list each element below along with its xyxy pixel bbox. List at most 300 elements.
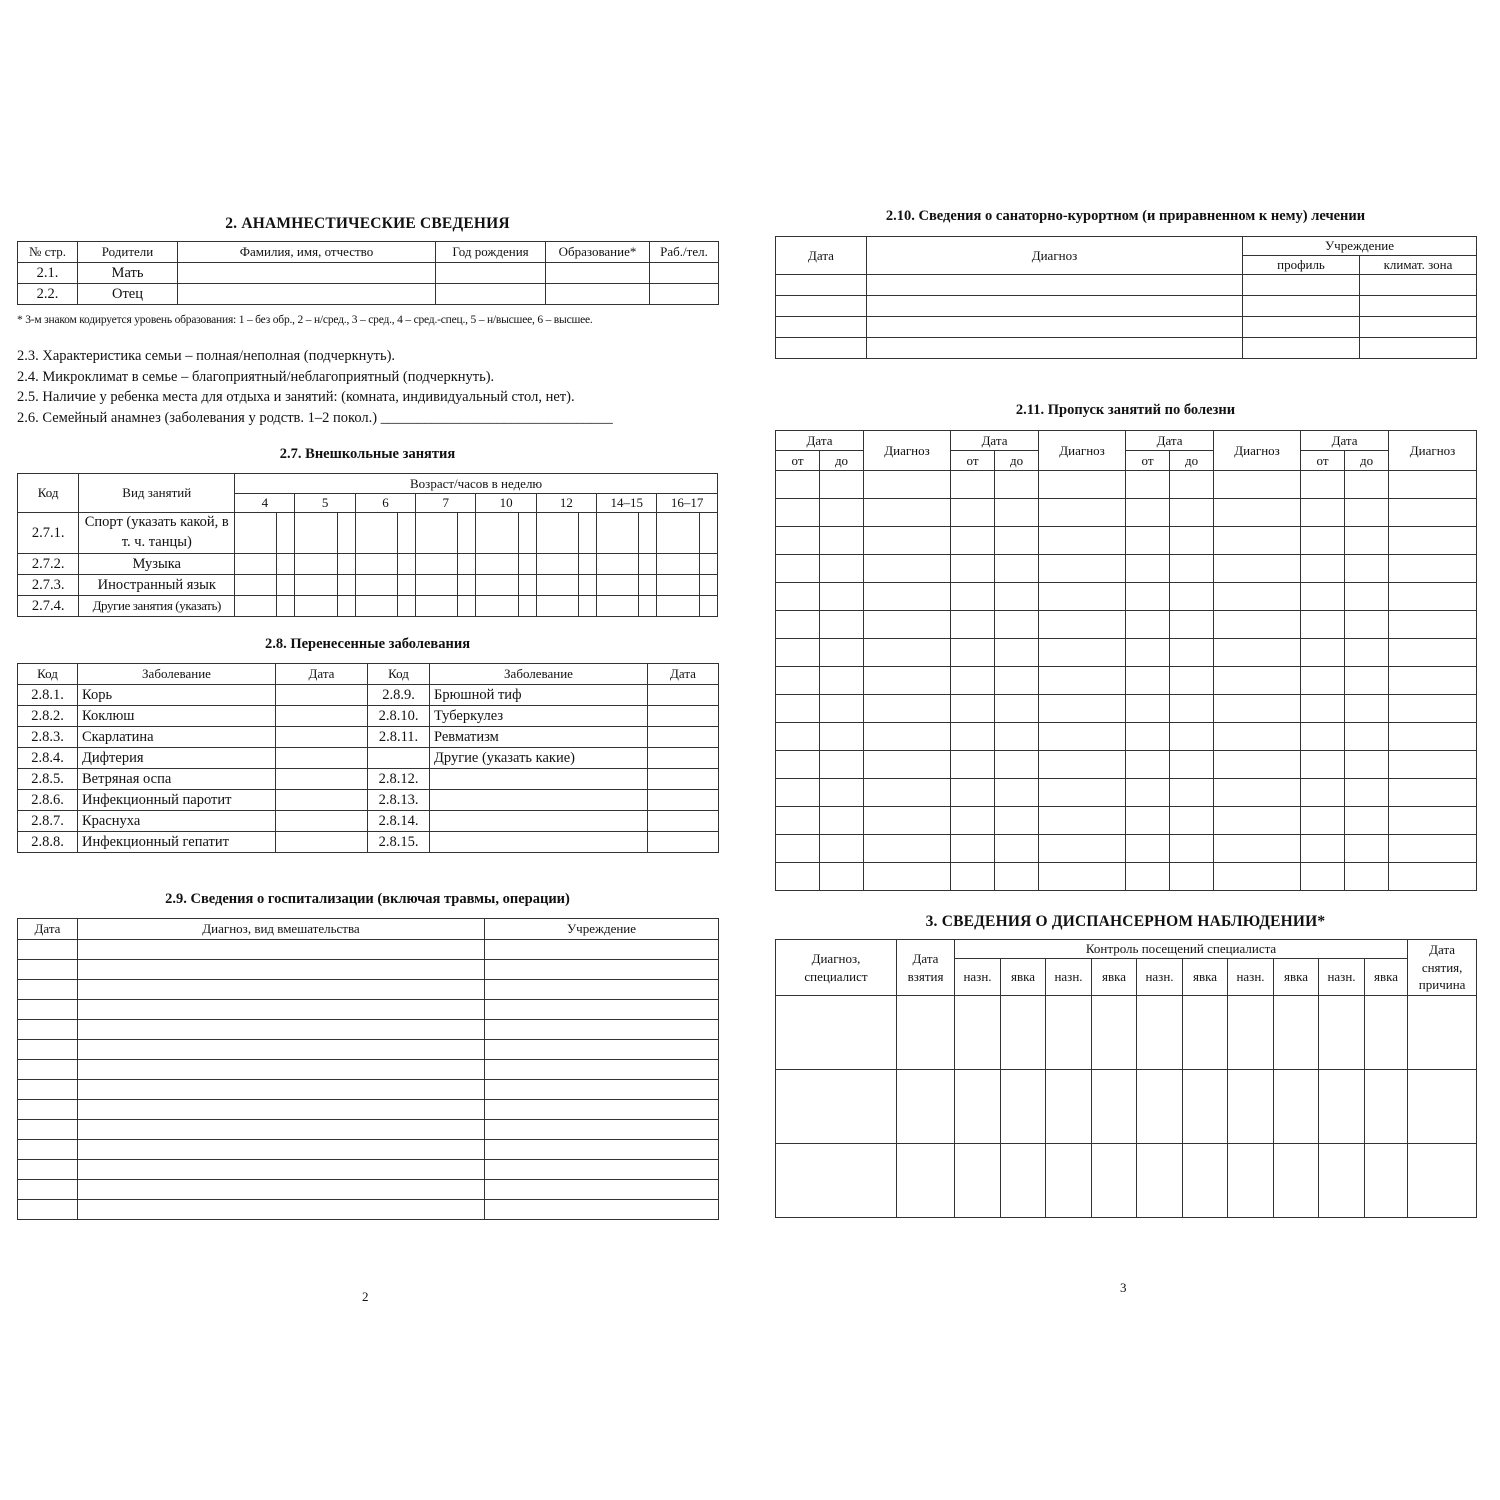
empty-cell[interactable]	[1345, 751, 1389, 779]
empty-cell[interactable]	[485, 1160, 719, 1180]
empty-cell[interactable]	[864, 527, 951, 555]
empty-cell[interactable]	[951, 639, 995, 667]
empty-cell[interactable]	[1126, 779, 1170, 807]
empty-cell[interactable]	[18, 1040, 78, 1060]
empty-cell[interactable]	[18, 940, 78, 960]
empty-cell[interactable]	[1126, 835, 1170, 863]
empty-cell[interactable]	[776, 807, 820, 835]
empty-cell[interactable]	[1001, 996, 1046, 1070]
empty-cell[interactable]	[1319, 1144, 1365, 1218]
empty-cell[interactable]	[1039, 779, 1126, 807]
education-cell[interactable]	[546, 263, 650, 284]
empty-cell[interactable]	[995, 807, 1039, 835]
empty-cell[interactable]	[1126, 555, 1170, 583]
empty-cell[interactable]	[1170, 835, 1214, 863]
empty-cell[interactable]	[1301, 611, 1345, 639]
empty-cell[interactable]	[867, 338, 1243, 359]
empty-cell[interactable]	[1039, 555, 1126, 583]
disease-date-cell[interactable]	[648, 748, 719, 769]
empty-cell[interactable]	[1046, 996, 1092, 1070]
empty-cell[interactable]	[78, 1180, 485, 1200]
empty-cell[interactable]	[820, 863, 864, 891]
empty-cell[interactable]	[820, 527, 864, 555]
empty-cell[interactable]	[1301, 639, 1345, 667]
empty-cell[interactable]	[864, 471, 951, 499]
empty-cell[interactable]	[955, 1144, 1001, 1218]
empty-cell[interactable]	[1389, 499, 1477, 527]
empty-cell[interactable]	[955, 996, 1001, 1070]
empty-cell[interactable]	[1301, 751, 1345, 779]
empty-cell[interactable]	[1319, 1070, 1365, 1144]
work-phone-cell[interactable]	[650, 263, 719, 284]
empty-cell[interactable]	[897, 1070, 955, 1144]
empty-cell[interactable]	[776, 527, 820, 555]
empty-cell[interactable]	[867, 317, 1243, 338]
empty-cell[interactable]	[485, 1060, 719, 1080]
empty-cell[interactable]	[1046, 1070, 1092, 1144]
empty-cell[interactable]	[78, 1200, 485, 1220]
empty-cell[interactable]	[1039, 471, 1126, 499]
empty-cell[interactable]	[485, 1200, 719, 1220]
empty-cell[interactable]	[1360, 338, 1477, 359]
empty-cell[interactable]	[485, 960, 719, 980]
empty-cell[interactable]	[1170, 807, 1214, 835]
full-name-cell[interactable]	[178, 284, 436, 305]
empty-cell[interactable]	[776, 779, 820, 807]
empty-cell[interactable]	[951, 555, 995, 583]
empty-cell[interactable]	[1126, 723, 1170, 751]
empty-cell[interactable]	[951, 499, 995, 527]
empty-cell[interactable]	[78, 980, 485, 1000]
empty-cell[interactable]	[776, 751, 820, 779]
empty-cell[interactable]	[1345, 639, 1389, 667]
empty-cell[interactable]	[864, 723, 951, 751]
empty-cell[interactable]	[485, 940, 719, 960]
empty-cell[interactable]	[995, 583, 1039, 611]
empty-cell[interactable]	[18, 1180, 78, 1200]
empty-cell[interactable]	[1126, 807, 1170, 835]
empty-cell[interactable]	[1170, 695, 1214, 723]
empty-cell[interactable]	[1039, 863, 1126, 891]
empty-cell[interactable]	[1126, 611, 1170, 639]
empty-cell[interactable]	[1214, 555, 1301, 583]
disease-date-cell[interactable]	[648, 706, 719, 727]
empty-cell[interactable]	[864, 807, 951, 835]
empty-cell[interactable]	[1360, 296, 1477, 317]
empty-cell[interactable]	[1408, 996, 1477, 1070]
empty-cell[interactable]	[1228, 1070, 1274, 1144]
empty-cell[interactable]	[1345, 863, 1389, 891]
empty-cell[interactable]	[485, 1000, 719, 1020]
empty-cell[interactable]	[1301, 807, 1345, 835]
empty-cell[interactable]	[995, 779, 1039, 807]
empty-cell[interactable]	[18, 1200, 78, 1220]
empty-cell[interactable]	[897, 1144, 955, 1218]
empty-cell[interactable]	[78, 1160, 485, 1180]
empty-cell[interactable]	[776, 723, 820, 751]
empty-cell[interactable]	[1214, 723, 1301, 751]
empty-cell[interactable]	[1039, 751, 1126, 779]
empty-cell[interactable]	[485, 1100, 719, 1120]
empty-cell[interactable]	[78, 1020, 485, 1040]
empty-cell[interactable]	[864, 779, 951, 807]
empty-cell[interactable]	[820, 723, 864, 751]
empty-cell[interactable]	[995, 471, 1039, 499]
empty-cell[interactable]	[1137, 1070, 1183, 1144]
empty-cell[interactable]	[1039, 807, 1126, 835]
empty-cell[interactable]	[1039, 695, 1126, 723]
empty-cell[interactable]	[1345, 723, 1389, 751]
empty-cell[interactable]	[78, 1000, 485, 1020]
empty-cell[interactable]	[1126, 527, 1170, 555]
empty-cell[interactable]	[867, 275, 1243, 296]
empty-cell[interactable]	[951, 863, 995, 891]
empty-cell[interactable]	[1039, 527, 1126, 555]
empty-cell[interactable]	[1214, 471, 1301, 499]
empty-cell[interactable]	[951, 611, 995, 639]
empty-cell[interactable]	[1039, 499, 1126, 527]
empty-cell[interactable]	[1389, 779, 1477, 807]
empty-cell[interactable]	[820, 555, 864, 583]
empty-cell[interactable]	[951, 807, 995, 835]
disease-date-cell[interactable]	[276, 727, 368, 748]
empty-cell[interactable]	[1319, 996, 1365, 1070]
empty-cell[interactable]	[1360, 317, 1477, 338]
empty-cell[interactable]	[1301, 499, 1345, 527]
empty-cell[interactable]	[1228, 1144, 1274, 1218]
empty-cell[interactable]	[951, 779, 995, 807]
empty-cell[interactable]	[951, 835, 995, 863]
empty-cell[interactable]	[1345, 471, 1389, 499]
empty-cell[interactable]	[951, 527, 995, 555]
empty-cell[interactable]	[485, 1120, 719, 1140]
empty-cell[interactable]	[995, 863, 1039, 891]
empty-cell[interactable]	[1408, 1144, 1477, 1218]
empty-cell[interactable]	[776, 471, 820, 499]
education-cell[interactable]	[546, 284, 650, 305]
empty-cell[interactable]	[1214, 583, 1301, 611]
empty-cell[interactable]	[820, 695, 864, 723]
empty-cell[interactable]	[1243, 317, 1360, 338]
empty-cell[interactable]	[1301, 667, 1345, 695]
empty-cell[interactable]	[1039, 583, 1126, 611]
disease-date-cell[interactable]	[276, 748, 368, 769]
empty-cell[interactable]	[820, 751, 864, 779]
empty-cell[interactable]	[864, 639, 951, 667]
empty-cell[interactable]	[1345, 583, 1389, 611]
empty-cell[interactable]	[18, 1020, 78, 1040]
disease-date-cell[interactable]	[276, 832, 368, 853]
empty-cell[interactable]	[1301, 471, 1345, 499]
empty-cell[interactable]	[897, 996, 955, 1070]
empty-cell[interactable]	[18, 1000, 78, 1020]
birth-year-cell[interactable]	[436, 284, 546, 305]
empty-cell[interactable]	[776, 1144, 897, 1218]
empty-cell[interactable]	[18, 1100, 78, 1120]
work-phone-cell[interactable]	[650, 284, 719, 305]
empty-cell[interactable]	[864, 583, 951, 611]
empty-cell[interactable]	[951, 667, 995, 695]
empty-cell[interactable]	[1214, 527, 1301, 555]
empty-cell[interactable]	[1092, 1144, 1137, 1218]
empty-cell[interactable]	[1389, 751, 1477, 779]
empty-cell[interactable]	[995, 695, 1039, 723]
empty-cell[interactable]	[1126, 639, 1170, 667]
empty-cell[interactable]	[18, 1080, 78, 1100]
empty-cell[interactable]	[776, 863, 820, 891]
empty-cell[interactable]	[1170, 583, 1214, 611]
empty-cell[interactable]	[1170, 779, 1214, 807]
empty-cell[interactable]	[1301, 527, 1345, 555]
empty-cell[interactable]	[995, 751, 1039, 779]
disease-date-cell[interactable]	[276, 811, 368, 832]
disease-date-cell[interactable]	[276, 685, 368, 706]
disease-date-cell[interactable]	[648, 790, 719, 811]
empty-cell[interactable]	[1214, 667, 1301, 695]
empty-cell[interactable]	[1389, 863, 1477, 891]
empty-cell[interactable]	[820, 639, 864, 667]
empty-cell[interactable]	[1301, 835, 1345, 863]
empty-cell[interactable]	[1126, 667, 1170, 695]
empty-cell[interactable]	[485, 1140, 719, 1160]
empty-cell[interactable]	[1170, 863, 1214, 891]
empty-cell[interactable]	[1301, 555, 1345, 583]
empty-cell[interactable]	[18, 980, 78, 1000]
empty-cell[interactable]	[1243, 275, 1360, 296]
empty-cell[interactable]	[1214, 499, 1301, 527]
empty-cell[interactable]	[864, 611, 951, 639]
empty-cell[interactable]	[995, 835, 1039, 863]
empty-cell[interactable]	[1345, 555, 1389, 583]
empty-cell[interactable]	[1345, 695, 1389, 723]
empty-cell[interactable]	[995, 555, 1039, 583]
empty-cell[interactable]	[1170, 499, 1214, 527]
empty-cell[interactable]	[18, 960, 78, 980]
empty-cell[interactable]	[1170, 527, 1214, 555]
empty-cell[interactable]	[1274, 996, 1319, 1070]
disease-date-cell[interactable]	[276, 706, 368, 727]
empty-cell[interactable]	[1001, 1070, 1046, 1144]
empty-cell[interactable]	[1345, 779, 1389, 807]
birth-year-cell[interactable]	[436, 263, 546, 284]
empty-cell[interactable]	[1228, 996, 1274, 1070]
empty-cell[interactable]	[820, 667, 864, 695]
empty-cell[interactable]	[776, 555, 820, 583]
empty-cell[interactable]	[78, 1080, 485, 1100]
empty-cell[interactable]	[776, 1070, 897, 1144]
empty-cell[interactable]	[955, 1070, 1001, 1144]
empty-cell[interactable]	[1389, 667, 1477, 695]
empty-cell[interactable]	[78, 1120, 485, 1140]
empty-cell[interactable]	[1039, 667, 1126, 695]
empty-cell[interactable]	[951, 751, 995, 779]
empty-cell[interactable]	[1039, 723, 1126, 751]
empty-cell[interactable]	[1345, 611, 1389, 639]
empty-cell[interactable]	[1170, 471, 1214, 499]
empty-cell[interactable]	[776, 667, 820, 695]
empty-cell[interactable]	[1001, 1144, 1046, 1218]
empty-cell[interactable]	[820, 779, 864, 807]
empty-cell[interactable]	[820, 499, 864, 527]
empty-cell[interactable]	[1126, 583, 1170, 611]
empty-cell[interactable]	[951, 583, 995, 611]
empty-cell[interactable]	[1243, 338, 1360, 359]
empty-cell[interactable]	[864, 863, 951, 891]
empty-cell[interactable]	[776, 499, 820, 527]
empty-cell[interactable]	[485, 980, 719, 1000]
empty-cell[interactable]	[78, 1140, 485, 1160]
empty-cell[interactable]	[1183, 1144, 1228, 1218]
empty-cell[interactable]	[78, 1040, 485, 1060]
empty-cell[interactable]	[776, 338, 867, 359]
empty-cell[interactable]	[18, 1140, 78, 1160]
empty-cell[interactable]	[1126, 695, 1170, 723]
empty-cell[interactable]	[776, 611, 820, 639]
empty-cell[interactable]	[1214, 751, 1301, 779]
empty-cell[interactable]	[1214, 835, 1301, 863]
empty-cell[interactable]	[1183, 1070, 1228, 1144]
empty-cell[interactable]	[1183, 996, 1228, 1070]
empty-cell[interactable]	[951, 471, 995, 499]
empty-cell[interactable]	[864, 667, 951, 695]
empty-cell[interactable]	[1301, 779, 1345, 807]
empty-cell[interactable]	[864, 555, 951, 583]
empty-cell[interactable]	[867, 296, 1243, 317]
empty-cell[interactable]	[1389, 527, 1477, 555]
empty-cell[interactable]	[1389, 611, 1477, 639]
disease-date-cell[interactable]	[648, 832, 719, 853]
empty-cell[interactable]	[1389, 723, 1477, 751]
empty-cell[interactable]	[776, 695, 820, 723]
empty-cell[interactable]	[776, 317, 867, 338]
empty-cell[interactable]	[1301, 583, 1345, 611]
empty-cell[interactable]	[1408, 1070, 1477, 1144]
empty-cell[interactable]	[776, 835, 820, 863]
empty-cell[interactable]	[1126, 499, 1170, 527]
empty-cell[interactable]	[776, 996, 897, 1070]
empty-cell[interactable]	[1039, 639, 1126, 667]
empty-cell[interactable]	[1389, 835, 1477, 863]
empty-cell[interactable]	[820, 835, 864, 863]
empty-cell[interactable]	[1345, 527, 1389, 555]
empty-cell[interactable]	[1170, 555, 1214, 583]
disease-date-cell[interactable]	[276, 769, 368, 790]
empty-cell[interactable]	[1365, 1144, 1408, 1218]
empty-cell[interactable]	[864, 499, 951, 527]
empty-cell[interactable]	[951, 695, 995, 723]
empty-cell[interactable]	[18, 1060, 78, 1080]
empty-cell[interactable]	[1214, 863, 1301, 891]
disease-date-cell[interactable]	[648, 769, 719, 790]
empty-cell[interactable]	[1137, 1144, 1183, 1218]
empty-cell[interactable]	[995, 527, 1039, 555]
empty-cell[interactable]	[864, 751, 951, 779]
empty-cell[interactable]	[1274, 1070, 1319, 1144]
disease-date-cell[interactable]	[648, 811, 719, 832]
empty-cell[interactable]	[776, 583, 820, 611]
empty-cell[interactable]	[1301, 723, 1345, 751]
empty-cell[interactable]	[485, 1080, 719, 1100]
empty-cell[interactable]	[1214, 611, 1301, 639]
empty-cell[interactable]	[18, 1120, 78, 1140]
empty-cell[interactable]	[951, 723, 995, 751]
empty-cell[interactable]	[1301, 695, 1345, 723]
empty-cell[interactable]	[995, 667, 1039, 695]
empty-cell[interactable]	[1170, 611, 1214, 639]
empty-cell[interactable]	[1243, 296, 1360, 317]
empty-cell[interactable]	[78, 960, 485, 980]
full-name-cell[interactable]	[178, 263, 436, 284]
empty-cell[interactable]	[1214, 807, 1301, 835]
empty-cell[interactable]	[1389, 583, 1477, 611]
empty-cell[interactable]	[1137, 996, 1183, 1070]
empty-cell[interactable]	[1345, 807, 1389, 835]
empty-cell[interactable]	[776, 639, 820, 667]
empty-cell[interactable]	[1170, 751, 1214, 779]
empty-cell[interactable]	[1170, 639, 1214, 667]
empty-cell[interactable]	[864, 835, 951, 863]
empty-cell[interactable]	[1365, 1070, 1408, 1144]
empty-cell[interactable]	[78, 940, 485, 960]
empty-cell[interactable]	[485, 1020, 719, 1040]
empty-cell[interactable]	[78, 1060, 485, 1080]
empty-cell[interactable]	[995, 611, 1039, 639]
empty-cell[interactable]	[1389, 555, 1477, 583]
empty-cell[interactable]	[1389, 807, 1477, 835]
empty-cell[interactable]	[820, 583, 864, 611]
empty-cell[interactable]	[1214, 779, 1301, 807]
empty-cell[interactable]	[1039, 835, 1126, 863]
empty-cell[interactable]	[995, 499, 1039, 527]
empty-cell[interactable]	[995, 723, 1039, 751]
empty-cell[interactable]	[78, 1100, 485, 1120]
empty-cell[interactable]	[485, 1180, 719, 1200]
empty-cell[interactable]	[776, 296, 867, 317]
empty-cell[interactable]	[1345, 835, 1389, 863]
empty-cell[interactable]	[1170, 723, 1214, 751]
empty-cell[interactable]	[1126, 751, 1170, 779]
empty-cell[interactable]	[1092, 1070, 1137, 1144]
empty-cell[interactable]	[1345, 499, 1389, 527]
empty-cell[interactable]	[864, 695, 951, 723]
empty-cell[interactable]	[1126, 863, 1170, 891]
empty-cell[interactable]	[1214, 695, 1301, 723]
empty-cell[interactable]	[1170, 667, 1214, 695]
empty-cell[interactable]	[1214, 639, 1301, 667]
empty-cell[interactable]	[1345, 667, 1389, 695]
disease-date-cell[interactable]	[648, 727, 719, 748]
empty-cell[interactable]	[1092, 996, 1137, 1070]
disease-date-cell[interactable]	[648, 685, 719, 706]
empty-cell[interactable]	[1389, 639, 1477, 667]
empty-cell[interactable]	[820, 471, 864, 499]
empty-cell[interactable]	[1046, 1144, 1092, 1218]
empty-cell[interactable]	[995, 639, 1039, 667]
empty-cell[interactable]	[1389, 471, 1477, 499]
empty-cell[interactable]	[1365, 996, 1408, 1070]
empty-cell[interactable]	[1126, 471, 1170, 499]
disease-date-cell[interactable]	[276, 790, 368, 811]
empty-cell[interactable]	[820, 611, 864, 639]
empty-cell[interactable]	[1274, 1144, 1319, 1218]
empty-cell[interactable]	[1360, 275, 1477, 296]
empty-cell[interactable]	[820, 807, 864, 835]
empty-cell[interactable]	[1301, 863, 1345, 891]
empty-cell[interactable]	[776, 275, 867, 296]
empty-cell[interactable]	[18, 1160, 78, 1180]
empty-cell[interactable]	[1389, 695, 1477, 723]
empty-cell[interactable]	[1039, 611, 1126, 639]
